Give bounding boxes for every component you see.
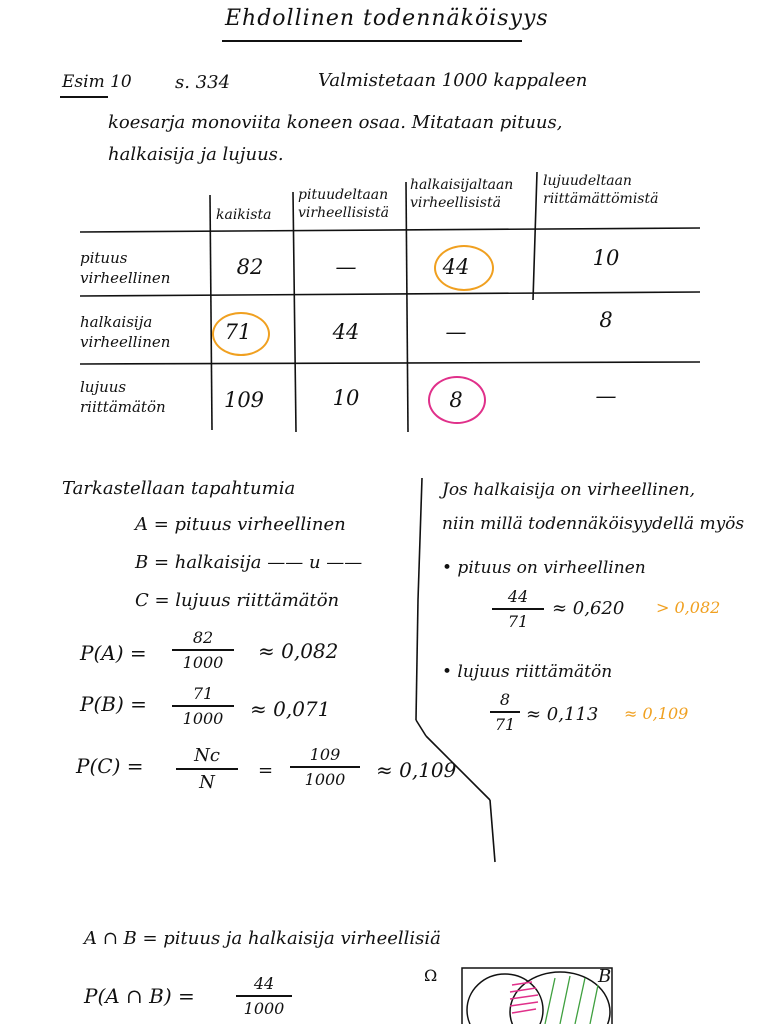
cond-f1-compare: > 0,082 [656,598,721,617]
table-cell: 44 [332,320,360,344]
intersection-den: 1000 [243,998,285,1018]
prob-a-fraction [172,628,234,672]
row-label-strength: lujuus riittämätön [80,378,166,416]
cond-f1-den: 71 [507,611,529,631]
conditional-line-1: Jos halkaisija on virheellinen, [442,480,696,500]
row-label-diameter: halkaisija virheellinen [80,313,171,351]
table-cell: — [335,255,357,279]
highlight-circle-orange [434,245,494,291]
fraction-bar [492,608,544,610]
cond-f2-compare: ≈ 0,109 [624,704,689,723]
prob-b-den: 1000 [182,708,224,728]
conditional-fraction-1 [492,587,544,631]
example-line-2: koesarja monoviita koneen osaa. Mitataan pituus, [108,112,563,133]
table-header-strength: lujuudeltaan riittämättömistä [543,173,659,207]
fraction-bar [176,768,238,770]
table-cell: 8 [449,388,463,412]
prob-b-rhs: ≈ 0,071 [250,697,331,721]
event-a: A = pituus virheellinen [135,514,346,535]
fraction-bar [172,705,234,707]
fraction-bar [172,649,234,651]
cond-f2-den: 71 [494,714,516,734]
highlight-circle-magenta [428,376,486,424]
table-header-length: pituudeltaan virheellisistä [298,187,389,221]
fraction-bar [290,766,360,768]
venn-diagram [462,968,612,1024]
page-title: Ehdollinen todennäköisyys [225,6,549,31]
table-header-diameter: halkaisijaltaan virheellisistä [410,177,514,211]
example-label: Esim 10 [62,72,132,92]
example-line-3: halkaisija ja lujuus. [108,144,284,165]
table-cell: 109 [223,388,265,412]
fraction-bar [236,995,292,997]
cond-f2-rhs: ≈ 0,113 [526,704,599,725]
events-heading: Tarkastellaan tapahtumia [62,478,296,499]
prob-c-den: N [199,771,215,793]
conditional-bullet-1: • pituus on virheellinen [442,558,646,578]
intersection-prob-lhs: P(A ∩ B) = [84,984,195,1008]
prob-c-fraction [176,745,238,793]
table-cell: — [445,320,467,344]
prob-c-lhs: P(C) = [76,754,144,778]
intersection-fraction [236,974,292,1018]
prob-c-fraction-2 [290,745,360,789]
prob-c-eq: = [258,760,274,781]
conditional-bullet-2: • lujuus riittämätön [442,662,613,682]
cond-f1-num: 44 [507,587,529,606]
prob-c-rhs: ≈ 0,109 [376,758,457,782]
conditional-fraction-2 [490,690,520,734]
intersection-definition: A ∩ B = pituus ja halkaisija virheellisiä [84,928,441,949]
prob-b-num: 71 [192,684,214,703]
table-cell: — [595,384,617,408]
prob-b-lhs: P(B) = [80,692,147,716]
table-cell: 71 [224,320,252,344]
venn-b-label: B [598,966,612,987]
prob-a-lhs: P(A) = [80,641,147,665]
table-cell: 10 [592,246,620,270]
event-b: B = halkaisija —— u —— [135,552,363,573]
prob-b-fraction [172,684,234,728]
prob-a-rhs: ≈ 0,082 [258,639,339,663]
event-c: C = lujuus riittämätön [135,590,340,611]
table-cell: 82 [236,255,264,279]
prob-c-den2: 1000 [304,769,346,789]
prob-a-num: 82 [192,628,214,647]
row-label-length: pituus virheellinen [80,249,171,287]
conditional-line-2: niin millä todennäköisyydellä myös [442,514,745,534]
table-cell: 8 [599,308,613,332]
omega-label: Ω [424,966,438,985]
cond-f2-num: 8 [499,690,511,709]
table-header-all: kaikista [216,207,272,223]
prob-c-num: Nc [194,745,220,766]
table-cell: 44 [442,255,470,279]
table-cell: 10 [332,386,360,410]
fraction-bar [490,711,520,713]
prob-c-num2: 109 [309,745,341,764]
intersection-num: 44 [253,974,275,993]
prob-a-den: 1000 [182,652,224,672]
example-line-1: Valmistetaan 1000 kappaleen [318,70,588,91]
cond-f1-rhs: ≈ 0,620 [552,598,625,619]
highlight-circle-orange [212,312,270,356]
example-page: s. 334 [175,72,231,93]
